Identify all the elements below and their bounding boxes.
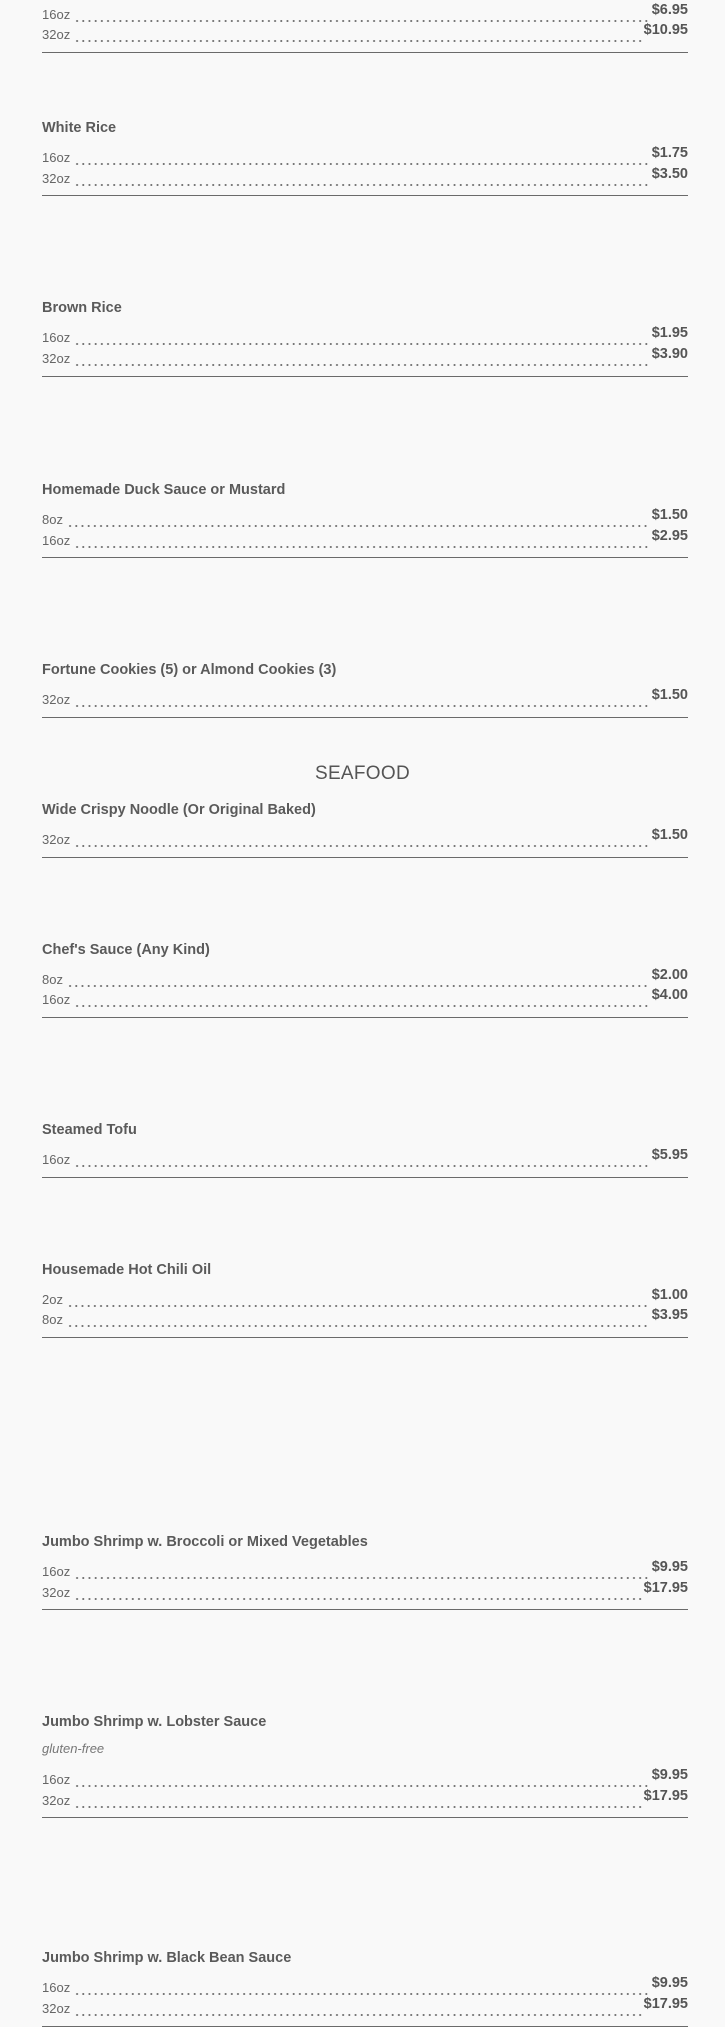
price-row <box>42 987 688 1007</box>
price: $1.95 <box>651 325 688 341</box>
section-heading-seafood: SEAFOOD <box>314 763 410 784</box>
menu-item <box>42 286 688 377</box>
price-row <box>42 22 688 42</box>
dot-leader <box>74 1981 650 1995</box>
price: $10.95 <box>643 22 688 38</box>
price: $1.75 <box>651 145 688 161</box>
size-label: 16oz <box>42 330 71 345</box>
size-label: 16oz <box>42 1564 71 1579</box>
dot-leader <box>74 1586 641 1600</box>
price-row <box>42 166 688 186</box>
size-label: 32oz <box>42 1793 71 1808</box>
price-row <box>42 1975 688 1995</box>
price: $3.90 <box>651 346 688 362</box>
price-row <box>42 1580 688 1600</box>
price-row <box>42 1287 688 1307</box>
price: $3.50 <box>651 166 688 182</box>
price: $17.95 <box>643 1996 688 2012</box>
item-title: White Rice <box>42 120 117 136</box>
price-row <box>42 1767 688 1787</box>
menu-item <box>42 1108 688 1178</box>
price-row <box>42 1788 688 1808</box>
size-label: 32oz <box>42 351 71 366</box>
dot-leader <box>74 2002 641 2016</box>
dot-leader <box>74 534 650 548</box>
menu-item <box>42 1520 688 1610</box>
price: $17.95 <box>643 1788 688 1804</box>
item-title: Fortune Cookies (5) or Almond Cookies (3) <box>42 662 337 678</box>
menu-item <box>42 928 688 1018</box>
dot-leader <box>74 1565 650 1579</box>
size-label: 8oz <box>42 972 63 987</box>
price: $2.00 <box>651 967 688 983</box>
size-label: 8oz <box>42 512 63 527</box>
price: $17.95 <box>643 1580 688 1596</box>
price: $4.00 <box>651 987 688 1003</box>
item-title: Housemade Hot Chili Oil <box>42 1262 212 1278</box>
price-row <box>42 827 688 847</box>
price-row <box>42 1307 688 1327</box>
price: $1.50 <box>651 827 688 843</box>
dot-leader <box>67 1293 650 1307</box>
menu-item <box>42 0 688 53</box>
menu-item <box>42 1700 688 1818</box>
price: $9.95 <box>651 1767 688 1783</box>
price: $1.50 <box>651 687 688 703</box>
size-label: 32oz <box>42 27 71 42</box>
size-label: 32oz <box>42 832 71 847</box>
dot-leader <box>74 1773 650 1787</box>
dot-leader <box>74 151 650 165</box>
dot-leader <box>74 833 650 847</box>
price-row <box>42 1147 688 1167</box>
dot-leader <box>74 1794 641 1808</box>
price: $3.95 <box>651 1307 688 1323</box>
price: $5.95 <box>651 1147 688 1163</box>
size-label: 16oz <box>42 1772 71 1787</box>
size-label: 16oz <box>42 1152 71 1167</box>
menu-item <box>42 468 688 558</box>
menu-item <box>42 106 688 196</box>
item-title: Jumbo Shrimp w. Broccoli or Mixed Vegetables <box>42 1534 368 1550</box>
dot-leader <box>74 172 650 186</box>
size-label: 16oz <box>42 7 71 22</box>
menu-item <box>42 1248 688 1338</box>
size-label: 32oz <box>42 1585 71 1600</box>
size-label: 8oz <box>42 1312 63 1327</box>
price-row <box>42 1996 688 2016</box>
price-row <box>42 325 688 345</box>
price: $2.95 <box>651 528 688 544</box>
item-title: Jumbo Shrimp w. Lobster Sauce <box>42 1714 267 1730</box>
item-title: Homemade Duck Sauce or Mustard <box>42 482 286 498</box>
size-label: 16oz <box>42 1980 71 1995</box>
item-title: Chef's Sauce (Any Kind) <box>42 942 210 958</box>
size-label: 32oz <box>42 171 71 186</box>
price-row <box>42 346 688 366</box>
price: $9.95 <box>651 1559 688 1575</box>
size-label: 32oz <box>42 2001 71 2016</box>
dot-leader <box>74 331 650 345</box>
dot-leader <box>67 1313 650 1327</box>
price-row <box>42 145 688 165</box>
item-title: Steamed Tofu <box>42 1122 137 1138</box>
price: $9.95 <box>651 1975 688 1991</box>
dot-leader <box>74 8 650 22</box>
price-row <box>42 2 688 22</box>
item-title: Brown Rice <box>42 300 122 316</box>
dot-leader <box>67 973 650 987</box>
dot-leader <box>74 28 641 42</box>
size-label: 32oz <box>42 692 71 707</box>
menu-item <box>42 648 688 718</box>
price-row <box>42 528 688 548</box>
size-label: 2oz <box>42 1292 63 1307</box>
dot-leader <box>74 1153 650 1167</box>
dot-leader <box>74 352 650 366</box>
price-row <box>42 507 688 527</box>
size-label: 16oz <box>42 533 71 548</box>
price: $1.00 <box>651 1287 688 1303</box>
item-title: Wide Crispy Noodle (Or Original Baked) <box>42 802 316 818</box>
dot-leader <box>74 693 650 707</box>
dietary-note: gluten-free <box>42 1741 105 1756</box>
price-row <box>42 687 688 707</box>
size-label: 16oz <box>42 150 71 165</box>
price: $1.50 <box>651 507 688 523</box>
price: $6.95 <box>651 2 688 18</box>
size-label: 16oz <box>42 992 71 1007</box>
price-row <box>42 1559 688 1579</box>
menu-item <box>42 1936 688 2027</box>
price-row <box>42 967 688 987</box>
dot-leader <box>67 513 650 527</box>
item-title: Jumbo Shrimp w. Black Bean Sauce <box>42 1950 292 1966</box>
dot-leader <box>74 993 650 1007</box>
menu-item <box>42 788 688 858</box>
